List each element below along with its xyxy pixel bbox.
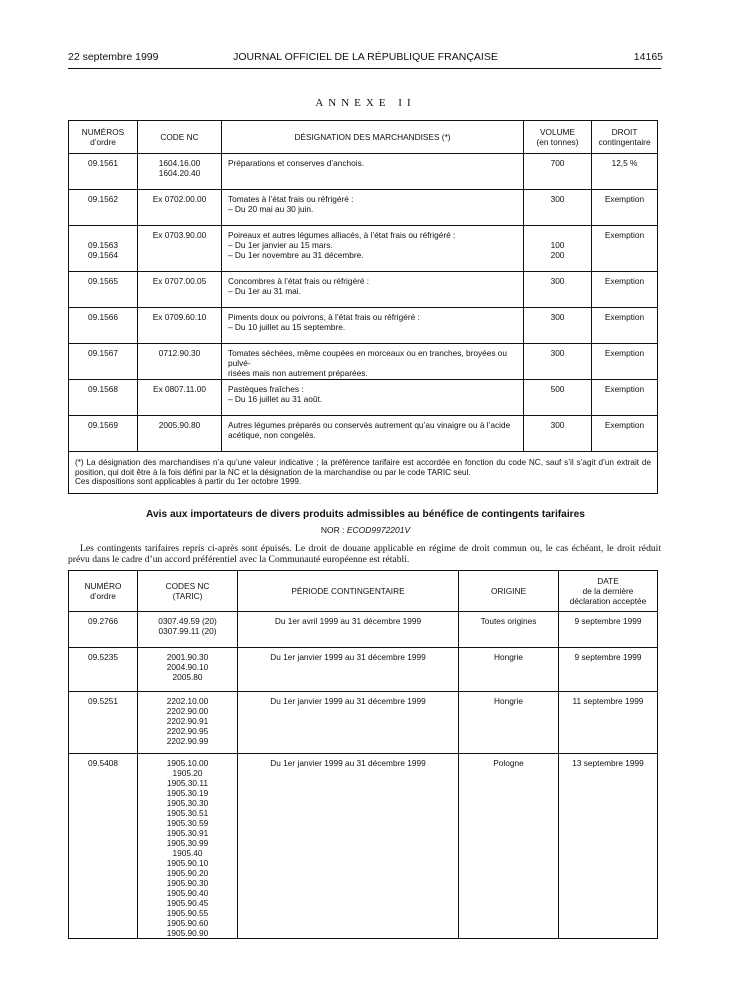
row-numero: 09.1563 09.1564 [69,226,138,272]
row-numero: 09.1568 [69,380,138,416]
row-volume: 500 [524,380,592,416]
row-code-nc: Ex 0707.00.05 [138,272,222,308]
row-origine: Pologne [459,754,559,939]
row-origine: Hongrie [459,692,559,754]
row-droit: Exemption [592,226,658,272]
row-codes-nc: 2001.90.30 2004.90.10 2005.80 [138,648,238,692]
row-volume: 700 [524,154,592,190]
row-designation: Poireaux et autres légumes alliacés, à l’état frais ou réfrigéré : – Du 1er janvier au 15 mars. – Du 1er novembre au 31 décembre. [222,226,524,272]
col-header-volume: VOLUME (en tonnes) [524,121,592,154]
row-origine: Toutes origines [459,612,559,648]
col-header-date: DATE de la dernière déclaration acceptée [559,571,658,612]
annex-table-row [69,380,658,416]
row-numero: 09.5251 [69,692,138,754]
row-numero: 09.1565 [69,272,138,308]
row-droit: 12,5 % [592,154,658,190]
row-numero: 09.1567 [69,344,138,380]
row-code-nc: Ex 0709.60.10 [138,308,222,344]
contingents-table-row [69,648,658,692]
row-designation: Pastèques fraîches : – Du 16 juillet au 31 août. [222,380,524,416]
row-codes-nc: 2202.10.00 2202.90.00 2202.90.91 2202.90.95 2202.90.99 [138,692,238,754]
row-numero: 09.1569 [69,416,138,452]
row-volume: 100 200 [524,226,592,272]
col-header-periode: PÉRIODE CONTINGENTAIRE [238,571,459,612]
row-date: 9 septembre 1999 [559,648,658,692]
row-periode: Du 1er janvier 1999 au 31 décembre 1999 [238,648,459,692]
row-origine: Hongrie [459,648,559,692]
row-droit: Exemption [592,272,658,308]
row-droit: Exemption [592,308,658,344]
row-designation: Piments doux ou poivrons, à l’état frais ou réfrigéré : – Du 10 juillet au 15 septembre. [222,308,524,344]
row-designation: Tomates séchées, même coupées en morceaux ou en tranches, broyées ou pulvé- risées mais non autrement préparées. [222,344,524,380]
col-header-droit: DROIT contingentaire [592,121,658,154]
row-volume: 300 [524,272,592,308]
row-code-nc: 0712.90.30 [138,344,222,380]
row-numero: 09.5408 [69,754,138,939]
avis-nor [0,525,731,535]
col-header-designation: DÉSIGNATION DES MARCHANDISES (*) [222,121,524,154]
contingents-table-header [69,571,658,612]
annex-footnote: (*) La désignation des marchandises n’a qu’une valeur indicative ; la préférence tarifaire est accordée en fonction du code NC, sauf s’il s’agit d’un extrait de position, qui doit être à la fois défini par la NC et la désignation de la marchandise ou par le code TARIC seul. Ces dispositions sont applicables à partir du 1er octobre 1999. [69,452,658,494]
col-header-codes-nc: CODES NC (TARIC) [138,571,238,612]
col-header-numeros: NUMÉROS d’ordre [69,121,138,154]
row-numero: 09.2766 [69,612,138,648]
header-journal: JOURNAL OFFICIEL DE LA RÉPUBLIQUE FRANÇAISE [233,51,498,63]
annex-table-row [69,154,658,190]
row-numero: 09.1562 [69,190,138,226]
row-designation: Autres légumes préparés ou conservés autrement qu’au vinaigre ou à l’acide acétique, non congelés. [222,416,524,452]
row-designation: Préparations et conserves d’anchois. [222,154,524,190]
header-date: 22 septembre 1999 [68,51,159,63]
annex-table-row [69,416,658,452]
annex-table-row [69,344,658,380]
contingents-table [68,570,658,939]
row-periode: Du 1er janvier 1999 au 31 décembre 1999 [238,692,459,754]
avis-paragraph: Les contingents tarifaires repris ci-après sont épuisés. Le droit de douane applicable en régime de droit commun ou, le cas échéant, le droit réduit prévu dans le cadre d’un accord préférentiel avec la Communauté européenne est rétabli. [68,543,661,565]
row-code-nc: Ex 0807.11.00 [138,380,222,416]
header-rule [68,68,661,69]
annex-table-header [69,121,658,154]
avis-title: Avis aux importateurs de divers produits admissibles au bénéfice de contingents tarifaires [146,509,585,520]
row-date: 9 septembre 1999 [559,612,658,648]
row-droit: Exemption [592,416,658,452]
row-code-nc: 1604.16.00 1604.20.40 [138,154,222,190]
row-date: 13 septembre 1999 [559,754,658,939]
row-droit: Exemption [592,380,658,416]
annex-title: ANNEXE II [315,97,416,109]
row-designation: Tomates à l’état frais ou réfrigéré : – Du 20 mai au 30 juin. [222,190,524,226]
row-volume: 300 [524,190,592,226]
contingents-table-row [69,692,658,754]
row-volume: 300 [524,344,592,380]
nor-code: ECOD9972201V [346,525,411,535]
annex-table-row [69,272,658,308]
annex-table-row [69,190,658,226]
contingents-table-row [69,612,658,648]
annex-table-row [69,226,658,272]
row-numero: 09.1561 [69,154,138,190]
nor-label: NOR : [320,525,347,535]
col-header-code-nc: CODE NC [138,121,222,154]
row-volume: 300 [524,308,592,344]
row-codes-nc: 0307.49.59 (20) 0307.99.11 (20) [138,612,238,648]
col-header-origine: ORIGINE [459,571,559,612]
row-numero: 09.5235 [69,648,138,692]
row-designation: Concombres à l’état frais ou réfrigéré : – Du 1er au 31 mai. [222,272,524,308]
row-volume: 300 [524,416,592,452]
row-numero: 09.1566 [69,308,138,344]
row-periode: Du 1er avril 1999 au 31 décembre 1999 [238,612,459,648]
col-header-numero: NUMÉRO d’ordre [69,571,138,612]
row-code-nc: 2005.90.80 [138,416,222,452]
row-code-nc: Ex 0702.00.00 [138,190,222,226]
row-date: 11 septembre 1999 [559,692,658,754]
row-code-nc: Ex 0703.90.00 [138,226,222,272]
annex-table [68,120,658,494]
row-droit: Exemption [592,190,658,226]
contingents-table-row [69,754,658,939]
row-periode: Du 1er janvier 1999 au 31 décembre 1999 [238,754,459,939]
annex-table-row [69,308,658,344]
row-droit: Exemption [592,344,658,380]
header-page-number: 14165 [633,51,663,63]
row-codes-nc: 1905.10.00 1905.20 1905.30.11 1905.30.19 1905.30.30 1905.30.51 1905.30.59 1905.30.91 1905.30.99 1905.40 1905.90.10 1905.90.20 1905.90.30 1905.90.40 1905.90.45 1905.90.55 1905.90.60 1905.90.90 [138,754,238,939]
